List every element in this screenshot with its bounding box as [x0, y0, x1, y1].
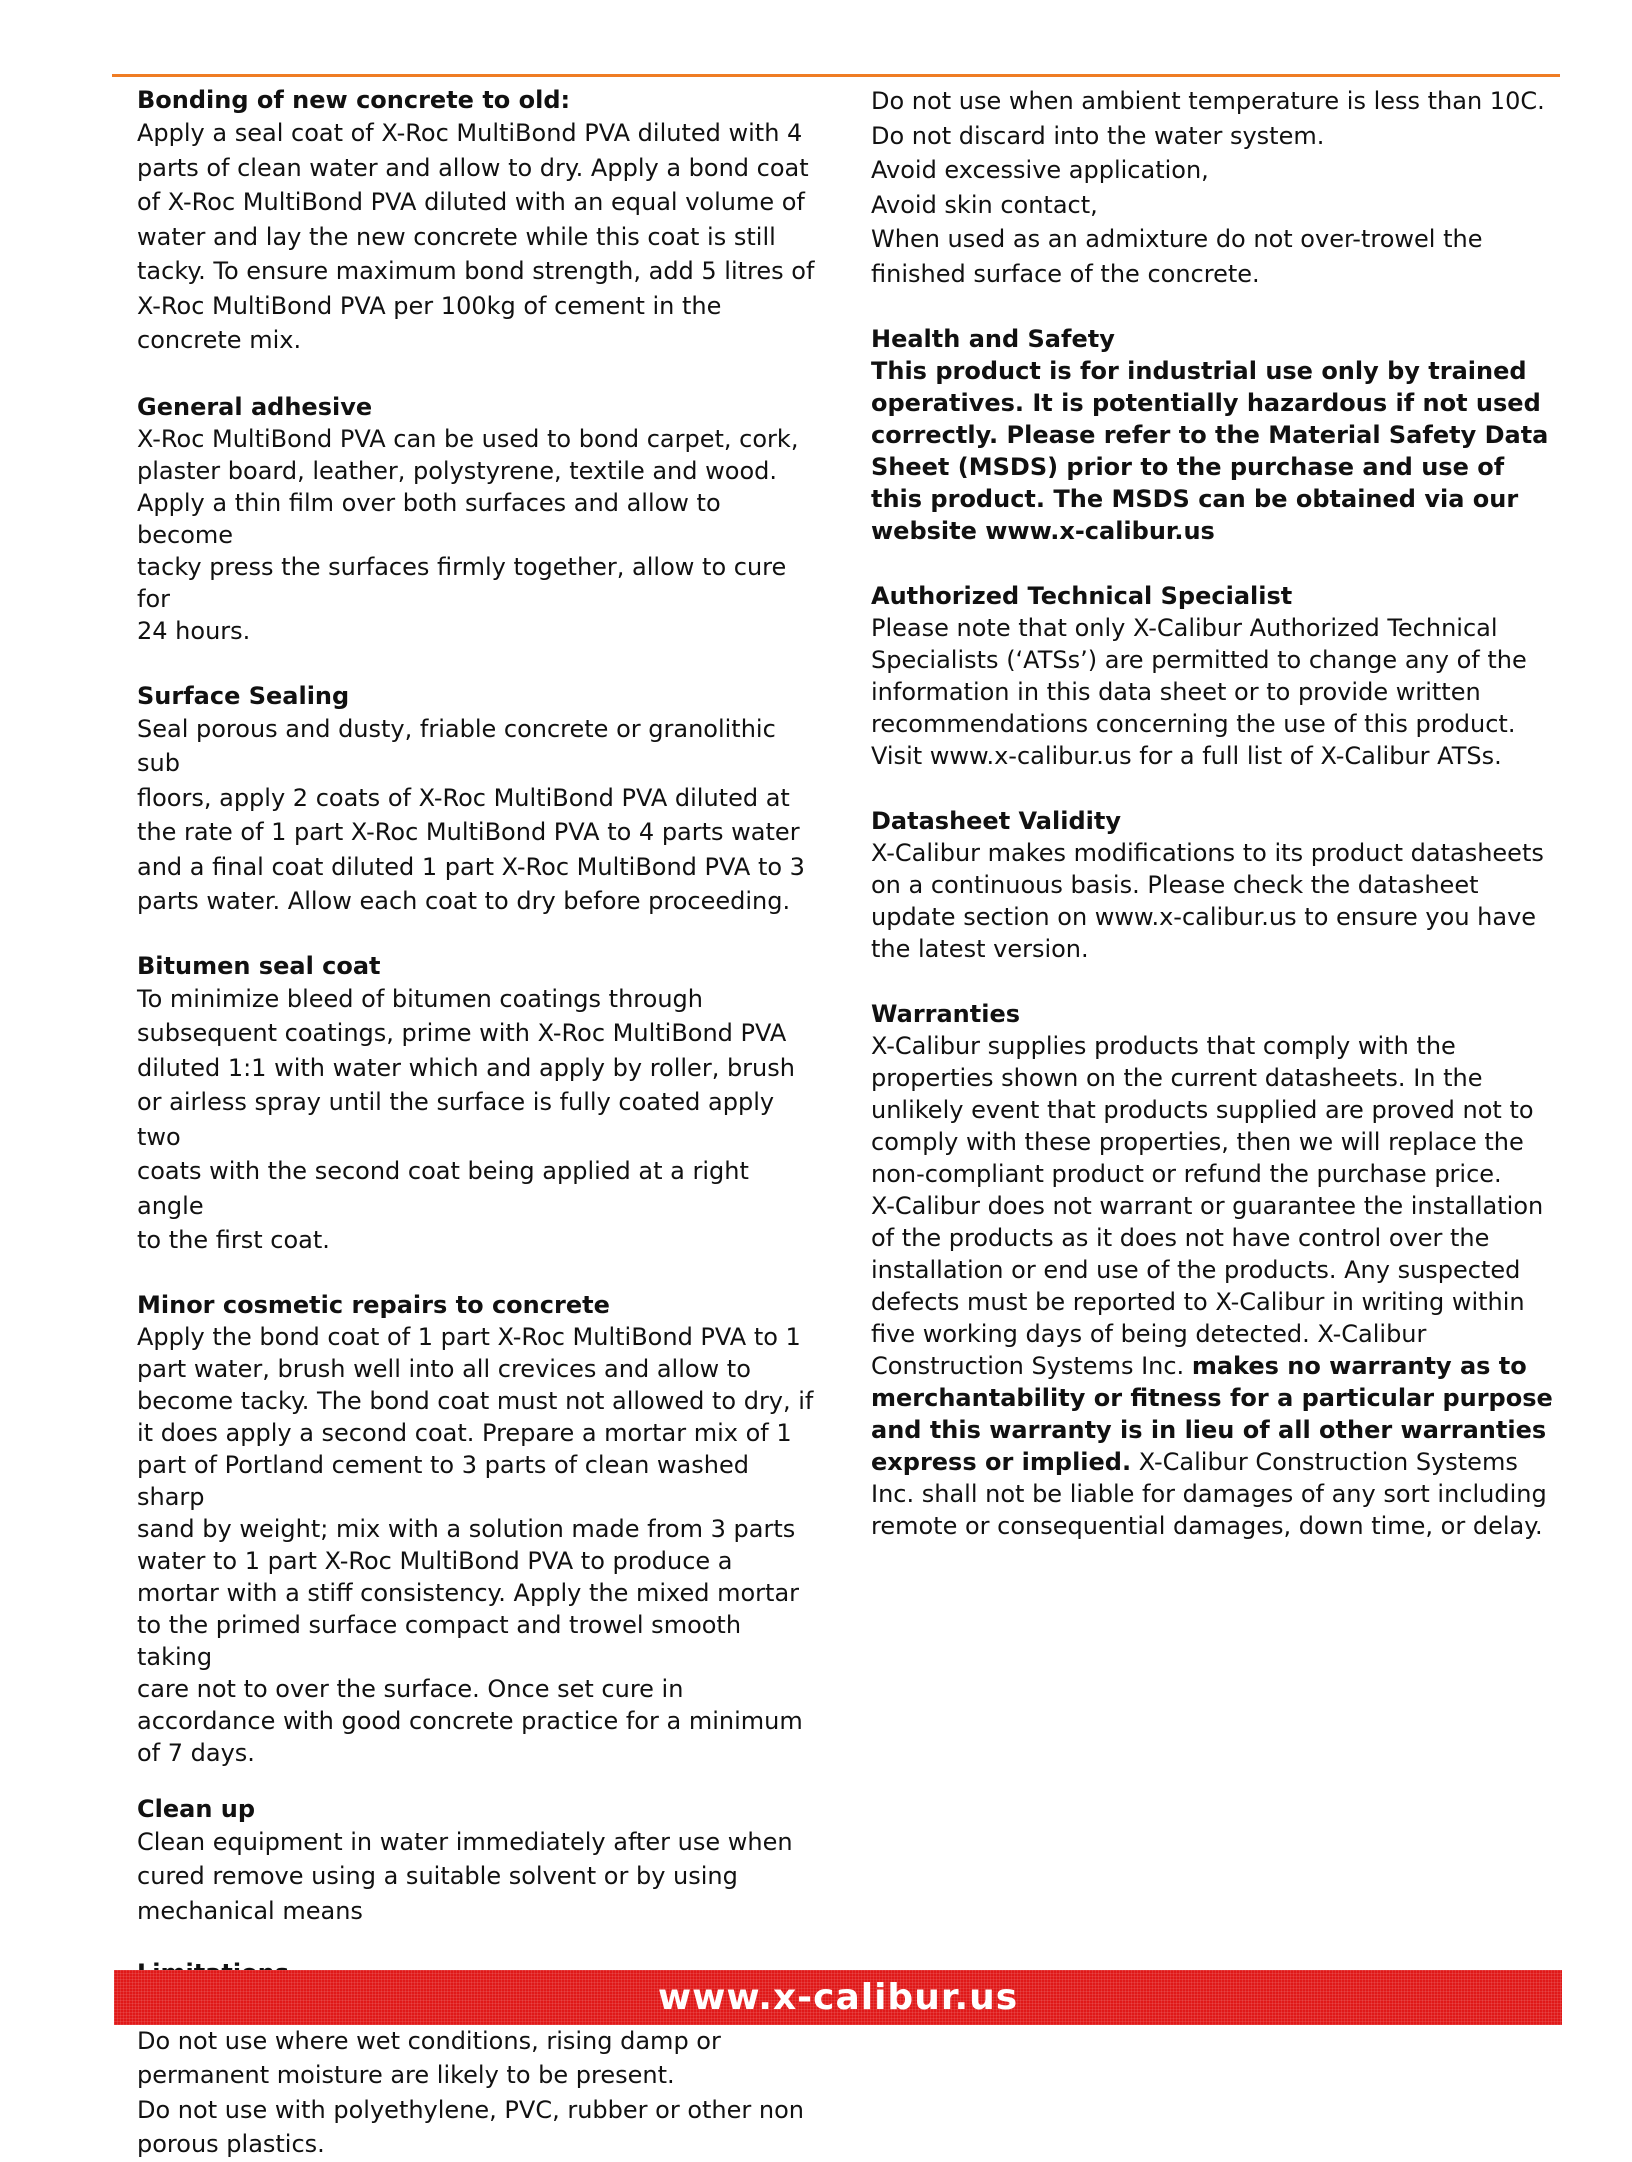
heading-bitumen: Bitumen seal coat [137, 951, 381, 980]
body-health-safety: This product is for industrial use only by trained operatives. It is potentially hazardous if not used correctly. Please refer to the Material Safety Data Sheet (MSDS) prior to the purchase and use of this product. The MSDS can be obtained via our website www.x-calibur.us [871, 357, 1549, 545]
body-limitations: Do not use where wet conditions, rising damp or permanent moisture are likely to be present. Do not use with polyethylene, PVC, rubber or other non porous plastics. [137, 2026, 804, 2158]
heading-ats: Authorized Technical Specialist [871, 582, 1293, 610]
heading-minor-repairs: Minor cosmetic repairs to concrete [137, 1290, 610, 1319]
section-minor-repairs [137, 1289, 817, 1769]
section-ats [871, 580, 1561, 772]
heading-datasheet-validity: Datasheet Validity [871, 807, 1121, 835]
heading-clean-up: Clean up [137, 1794, 256, 1823]
heading-bonding: Bonding of new concrete to old: [137, 86, 571, 114]
body-limitations-continued: Do not use when ambient temperature is less than 10C. Do not discard into the water system. Avoid excessive application, Avoid skin contact, When used as an admixture do not over-trowel the finished surface of the concrete. [871, 87, 1545, 288]
body-minor-repairs: Apply the bond coat of 1 part X-Roc MultiBond PVA to 1 part water, brush well into all crevices and allow to become tacky. The bond coat must not allowed to dry, if it does apply a second coat. Prepare a mortar mix of 1 part of Portland cement to 3 parts of clean washed sharp sand by weight; mix with a solution made from 3 parts water to 1 part X-Roc MultiBond PVA to produce a mortar with a stiff consistency. Apply the mixed mortar to the primed surface compact and trowel smooth taking care not to over the surface. Once set cure in accordance with good concrete practice for a minimum of 7 days. [137, 1322, 814, 1767]
body-surface-sealing: Seal porous and dusty, friable concrete or granolithic sub floors, apply 2 coats of X-Roc MultiBond PVA diluted at the rate of 1 part X-Roc MultiBond PVA to 4 parts water and a final coat diluted 1 part X-Roc MultiBond PVA to 3 parts water. Allow each coat to dry before proceeding. [137, 714, 805, 915]
section-datasheet-validity [871, 805, 1561, 965]
top-divider-rule [112, 74, 1560, 77]
heading-general-adhesive: General adhesive [137, 392, 373, 421]
section-health-safety [871, 323, 1561, 547]
warranties-text-bold: makes no warranty as to merchantability or fitness for a particular purpose and this warranty is in lieu of all other warranties express or implied. [871, 1352, 1553, 1476]
footer-band [114, 1970, 1562, 2025]
body-ats: Please note that only X-Calibur Authorized Technical Specialists (‘ATSs’) are permitted to change any of the information in this data sheet or to provide written recommendations concerning the use of this product. Visit www.x-calibur.us for a full list of X-Calibur ATSs. [871, 614, 1527, 770]
section-bonding [137, 84, 817, 358]
section-clean-up [137, 1793, 817, 1929]
body-bitumen: To minimize bleed of bitumen coatings through subsequent coatings, prime with X-Roc MultiBond PVA diluted 1:1 with water which and apply by roller, brush or airless spray until the surface is fully coated apply two coats with the second coat being applied at a right angle to the first coat. [137, 984, 795, 1254]
section-limitations-continued [871, 84, 1561, 291]
body-bonding: Apply a seal coat of X-Roc MultiBond PVA diluted with 4 parts of clean water and allow to dry. Apply a bond coat of X-Roc MultiBond PVA diluted with an equal volume of water and lay the new concrete while this coat is still tacky. To ensure maximum bond strength, add 5 litres of X-Roc MultiBond PVA per 100kg of cement in the concrete mix. [137, 119, 815, 354]
right-column [871, 84, 1561, 1542]
heading-health-safety: Health and Safety [871, 325, 1115, 353]
body-clean-up: Clean equipment in water immediately after use when cured remove using a suitable solvent or by using mechanical means [137, 1827, 793, 1925]
warranties-text-part1: X-Calibur supplies products that comply with the properties shown on the current datasheets. In the unlikely event that products supplied are proved not to comply with these properties, then we will replace the non-compliant product or refund the purchase price. X-Calibur does not warrant or guarantee the installation of the products as it does not have control over the installation or end use of the products. Any suspected defects must be reported to X-Calibur in writing within five working days of being detected. X-Calibur Construction Systems Inc. [871, 1032, 1544, 1380]
warranties-text-part2: X-Calibur Construction Systems Inc. shall not be liable for damages of any sort including remote or consequential damages, down time, or delay. [871, 1448, 1547, 1540]
footer-website-link[interactable]: www.x-calibur.us [657, 1977, 1019, 2018]
heading-surface-sealing: Surface Sealing [137, 681, 350, 710]
section-general-adhesive [137, 391, 817, 647]
body-general-adhesive: X-Roc MultiBond PVA can be used to bond carpet, cork, plaster board, leather, polystyrene, textile and wood. Apply a thin film over both surfaces and allow to become tacky press the surfaces firmly together, allow to cure for 24 hours. [137, 424, 799, 645]
section-bitumen [137, 950, 817, 1258]
body-warranties [871, 1030, 1561, 1542]
section-surface-sealing [137, 680, 817, 919]
heading-warranties: Warranties [871, 1000, 1021, 1028]
left-column [137, 84, 817, 2162]
body-datasheet-validity: X-Calibur makes modifications to its product datasheets on a continuous basis. Please check the datasheet update section on www.x-calibur.us to ensure you have the latest version. [871, 839, 1544, 963]
section-warranties [871, 998, 1561, 1542]
